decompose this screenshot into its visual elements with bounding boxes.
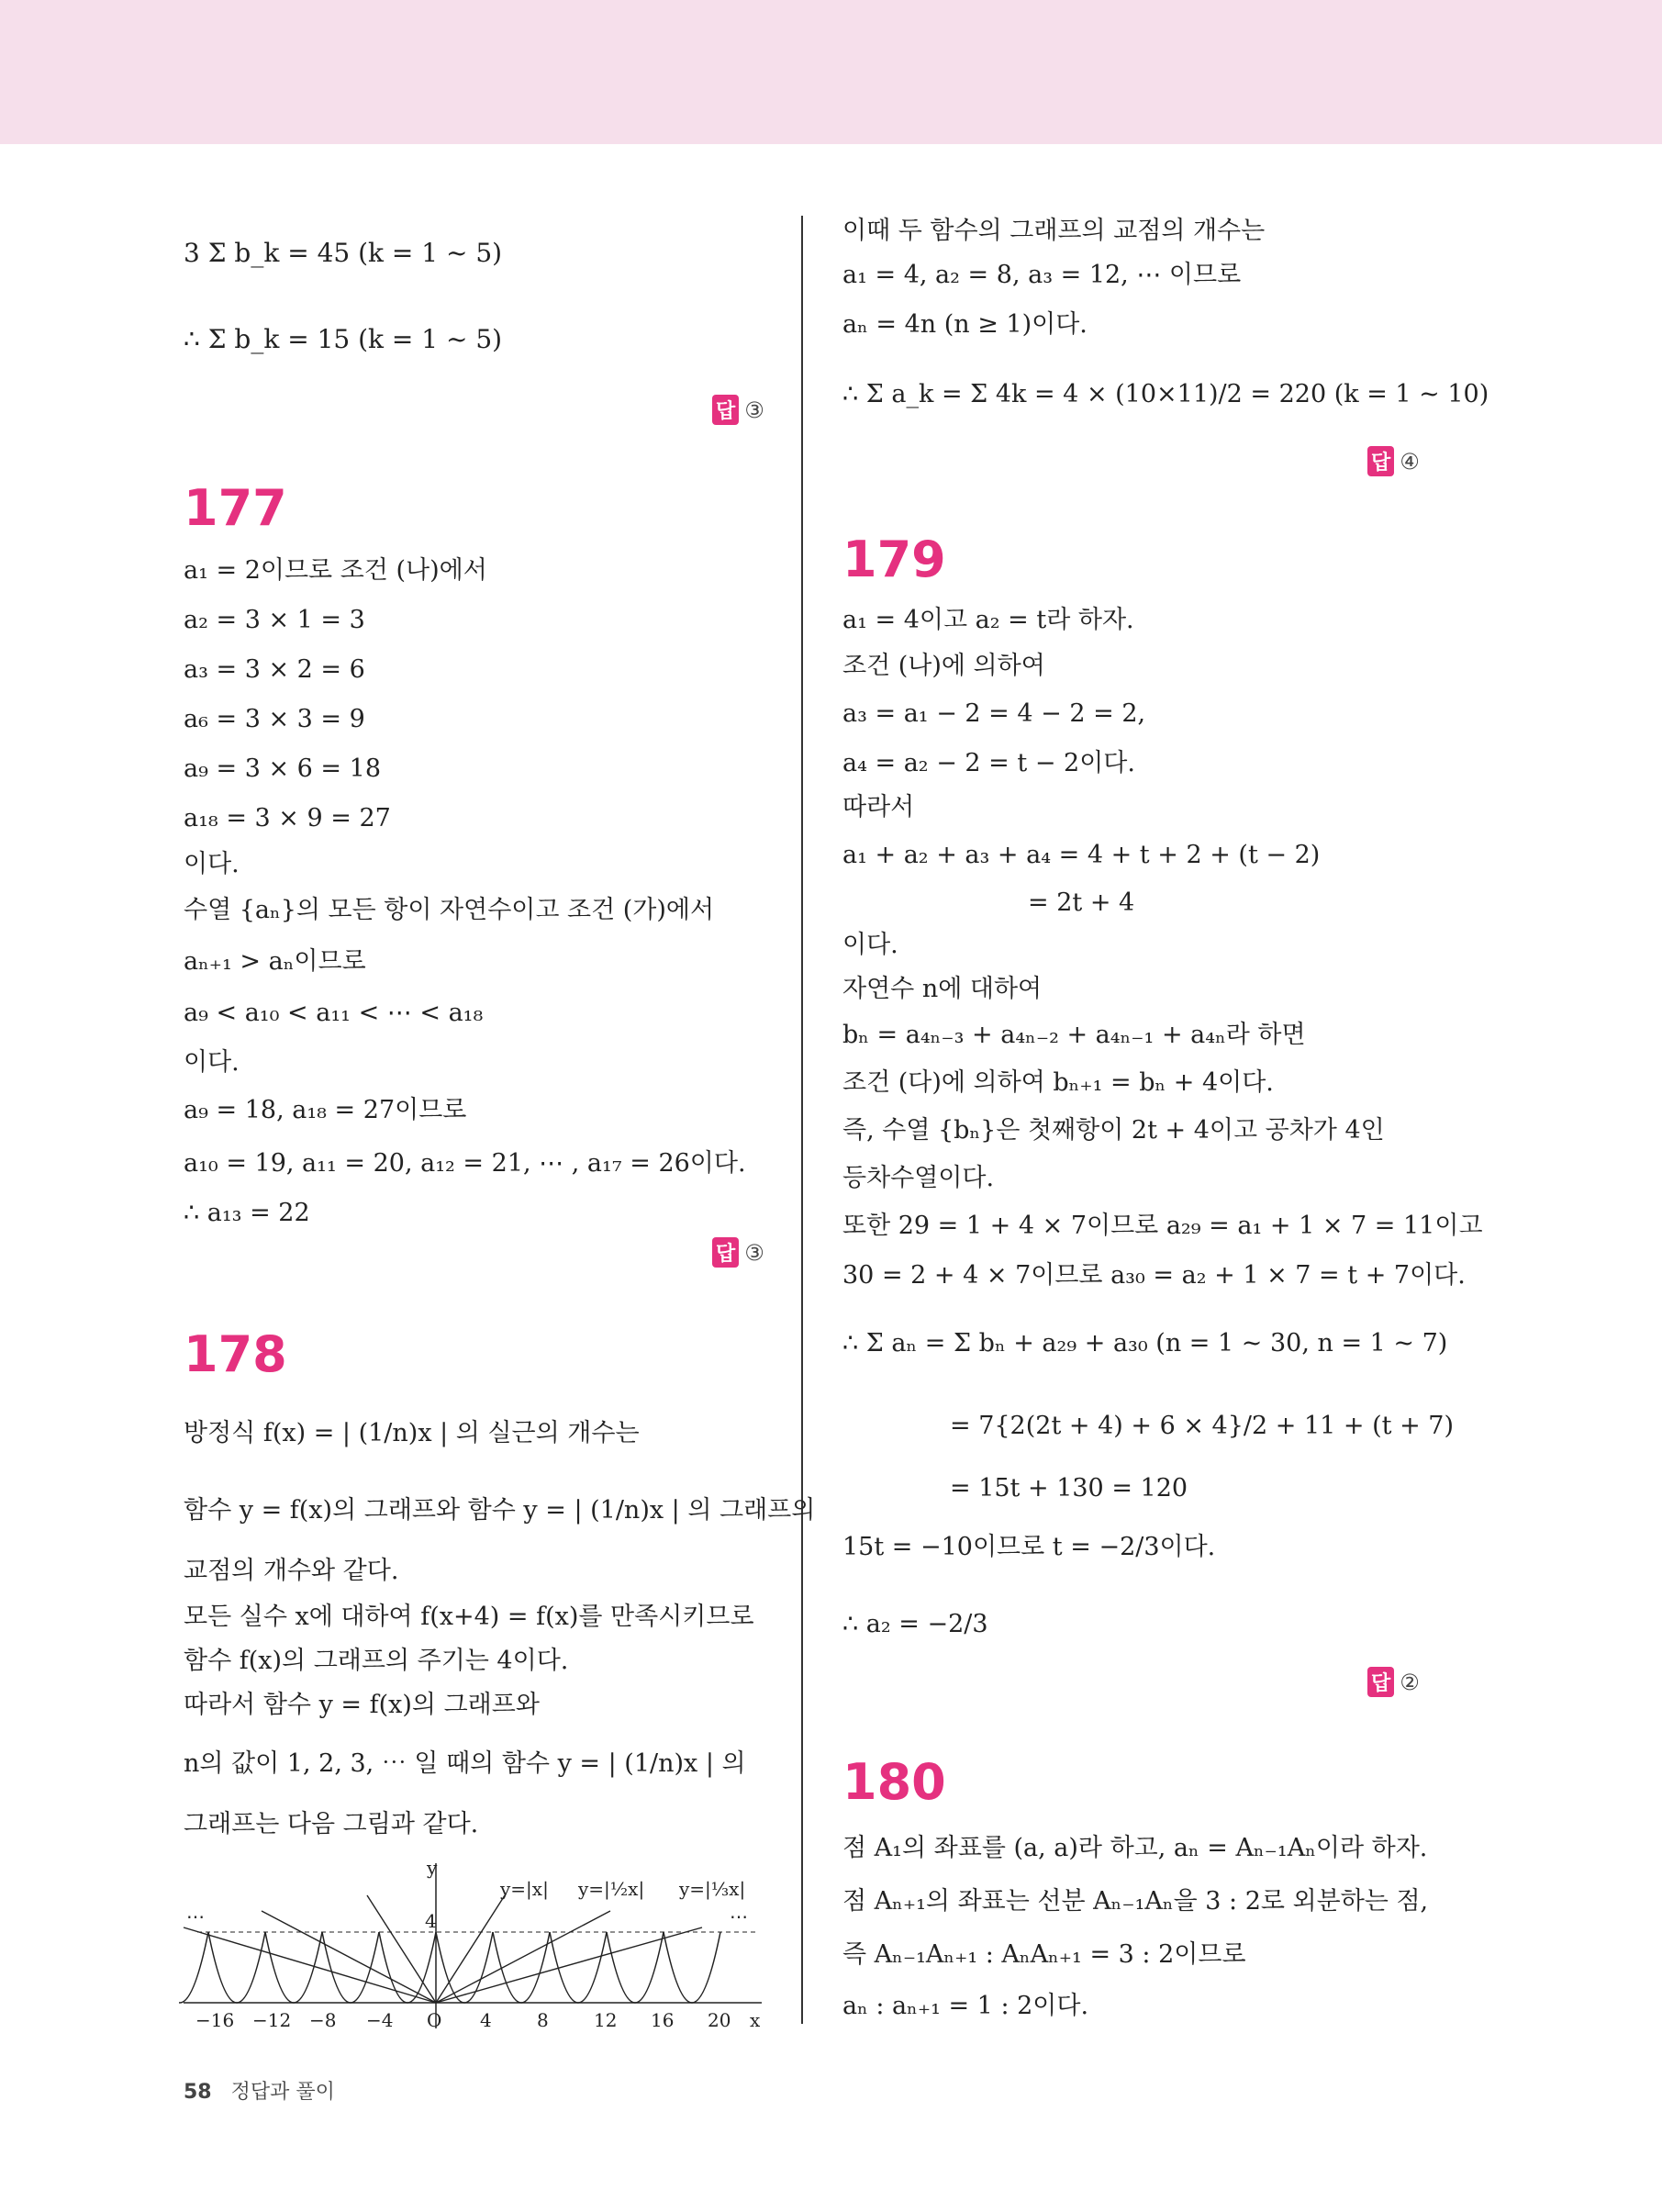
x-tick-label: 8 <box>537 2009 549 2031</box>
periodic-arc <box>664 1932 720 2003</box>
solution-line: a₂ = 3 × 1 = 3 <box>184 606 365 634</box>
answer-marker-179 <box>1367 1667 1420 1697</box>
solution-line: 이다. <box>184 1048 240 1077</box>
solution-line: aₙ₊₁ > aₙ이므로 <box>184 947 366 976</box>
page-footer <box>184 2076 335 2105</box>
answer-marker <box>712 395 764 425</box>
solution-line: a₉ < a₁₀ < a₁₁ < ⋯ < a₁₈ <box>184 999 484 1027</box>
solution-line: 30 = 2 + 4 × 7이므로 a₃₀ = a₂ + 1 × 7 = t + 7이다. <box>842 1261 1466 1290</box>
solution-line: a₉ = 3 × 6 = 18 <box>184 754 381 783</box>
solution-line: a₆ = 3 × 3 = 9 <box>184 705 365 733</box>
solution-line: 따라서 <box>842 793 915 821</box>
periodic-arc <box>607 1932 664 2003</box>
answer-marker-prev <box>1367 446 1420 476</box>
x-tick-label: 16 <box>651 2009 675 2031</box>
solution-line: 등차수열이다. <box>842 1164 995 1192</box>
footer-title: 정답과 풀이 <box>230 2081 335 2104</box>
solution-line: 함수 y = f(x)의 그래프와 함수 y = | (1/n)x | 의 그래프의 <box>184 1496 816 1525</box>
x-axis-label: x <box>750 2009 761 2031</box>
x-tick-label: 12 <box>594 2009 618 2031</box>
solution-line: ∴ a₁₃ = 22 <box>184 1199 310 1227</box>
solution-line: a₉ = 18, a₁₈ = 27이므로 <box>184 1096 467 1124</box>
solution-line: ∴ Σ a_k = Σ 4k = 4 × (10×11)/2 = 220 (k = 1 ~ 10) <box>842 380 1489 408</box>
solution-line: 조건 (나)에 의하여 <box>842 652 1045 680</box>
solution-line: 즉 Aₙ₋₁Aₙ₊₁ : AₙAₙ₊₁ = 3 : 2이므로 <box>842 1940 1246 1969</box>
page-number: 58 <box>184 2081 212 2104</box>
sum-line-2: ∴ Σ b_k = 15 (k = 1 ~ 5) <box>184 324 503 354</box>
solution-line: = 7{2(2t + 4) + 6 × 4}/2 + 11 + (t + 7) <box>950 1412 1455 1440</box>
periodic-arc <box>436 1932 493 2003</box>
solution-line: 15t = −10이므로 t = −2/3이다. <box>842 1533 1216 1561</box>
x-tick-label: −12 <box>252 2009 292 2031</box>
answer-tag-icon: 답 <box>712 395 739 425</box>
answer-value: ③ <box>744 397 764 423</box>
solution-line: 방정식 f(x) = | (1/n)x | 의 실근의 개수는 <box>184 1419 640 1447</box>
answer-value: ④ <box>1400 448 1420 475</box>
dots-left: ⋯ <box>186 1905 205 1927</box>
solution-line: 이다. <box>184 850 240 878</box>
solution-line: = 2t + 4 <box>1028 888 1135 917</box>
solution-line: a₄ = a₂ − 2 = t − 2이다. <box>842 749 1135 777</box>
periodic-arc <box>265 1932 322 2003</box>
answer-value: ③ <box>744 1239 764 1266</box>
x-tick-label: −8 <box>309 2009 337 2031</box>
solution-line: 점 A₁의 좌표를 (a, a)라 하고, aₙ = Aₙ₋₁Aₙ이라 하자. <box>842 1834 1428 1862</box>
answer-value: ② <box>1400 1669 1420 1695</box>
label-abs-x: y=|x| <box>500 1878 549 1900</box>
x-tick-label: −4 <box>366 2009 394 2031</box>
x-tick-label: O <box>427 2009 442 2031</box>
solution-line: ∴ Σ aₙ = Σ bₙ + a₂₉ + a₃₀ (n = 1 ~ 30, n = 1 ~ 7) <box>842 1329 1448 1357</box>
solution-line: a₃ = a₁ − 2 = 4 − 2 = 2, <box>842 699 1146 728</box>
graph-178 <box>179 1854 766 2033</box>
solution-line: a₁ = 2이므로 조건 (나)에서 <box>184 556 487 585</box>
solution-line: bₙ = a₄ₙ₋₃ + a₄ₙ₋₂ + a₄ₙ₋₁ + a₄ₙ라 하면 <box>842 1021 1306 1049</box>
solution-line: ∴ a₂ = −2/3 <box>842 1610 988 1638</box>
solution-line: a₁₀ = 19, a₁₁ = 20, a₁₂ = 21, ⋯ , a₁₇ = 26이다. <box>184 1149 746 1178</box>
solution-line: aₙ : aₙ₊₁ = 1 : 2이다. <box>842 1992 1089 2020</box>
solution-line: a₁ = 4, a₂ = 8, a₃ = 12, ⋯ 이므로 <box>842 261 1242 289</box>
periodic-arc <box>550 1932 607 2003</box>
problem-number-180: 180 <box>842 1753 946 1811</box>
periodic-arc <box>379 1932 436 2003</box>
answer-marker-177 <box>712 1237 764 1268</box>
problem-number-178: 178 <box>184 1325 287 1383</box>
header-banner <box>0 0 1662 144</box>
problem-number-177: 177 <box>184 479 287 537</box>
problem-number-179: 179 <box>842 531 946 588</box>
periodic-arc <box>179 1932 208 2003</box>
x-tick-label: −16 <box>195 2009 235 2031</box>
solution-line: 자연수 n에 대하여 <box>842 975 1043 1003</box>
solution-line: 이다. <box>842 931 898 959</box>
solution-line: 교점의 개수와 같다. <box>184 1557 399 1585</box>
solution-line: 수열 {aₙ}의 모든 항이 자연수이고 조건 (가)에서 <box>184 896 715 924</box>
periodic-arc <box>322 1932 379 2003</box>
x-tick-label: 4 <box>480 2009 492 2031</box>
solution-line: 이때 두 함수의 그래프의 교점의 개수는 <box>842 217 1266 245</box>
solution-line: 즉, 수열 {bₙ}은 첫째항이 2t + 4이고 공차가 4인 <box>842 1116 1385 1145</box>
label-third-x: y=|⅓x| <box>679 1878 746 1900</box>
solution-line: n의 값이 1, 2, 3, ⋯ 일 때의 함수 y = | (1/n)x | 의 <box>184 1749 746 1778</box>
solution-line: 그래프는 다음 그림과 같다. <box>184 1810 479 1838</box>
solution-line: 함수 f(x)의 그래프의 주기는 4이다. <box>184 1647 569 1675</box>
solution-line: 조건 (다)에 의하여 bₙ₊₁ = bₙ + 4이다. <box>842 1068 1274 1097</box>
periodic-arc <box>208 1932 265 2003</box>
dots-right: ⋯ <box>730 1905 748 1927</box>
solution-line: a₁ + a₂ + a₃ + a₄ = 4 + t + 2 + (t − 2) <box>842 841 1321 869</box>
answer-tag-icon: 답 <box>1367 446 1394 476</box>
sum-line-1: 3 Σ b_k = 45 (k = 1 ~ 5) <box>184 238 503 268</box>
column-divider <box>801 216 803 2024</box>
solution-line: 점 Aₙ₊₁의 좌표는 선분 Aₙ₋₁Aₙ을 3 : 2로 외분하는 점, <box>842 1887 1429 1916</box>
solution-line: 모든 실수 x에 대하여 f(x+4) = f(x)를 만족시키므로 <box>184 1603 754 1631</box>
solution-line: a₁ = 4이고 a₂ = t라 하자. <box>842 606 1134 634</box>
solution-line: 따라서 함수 y = f(x)의 그래프와 <box>184 1691 540 1719</box>
solution-line: aₙ = 4n (n ≥ 1)이다. <box>842 310 1088 339</box>
y-axis-label: y <box>427 1857 438 1879</box>
y4-label: 4 <box>425 1910 437 1932</box>
solution-line: a₁₈ = 3 × 9 = 27 <box>184 804 391 832</box>
solution-line: = 15t + 130 = 120 <box>950 1474 1188 1503</box>
solution-line: a₃ = 3 × 2 = 6 <box>184 655 365 684</box>
solution-line: 또한 29 = 1 + 4 × 7이므로 a₂₉ = a₁ + 1 × 7 = 11이고 <box>842 1212 1483 1240</box>
x-tick-label: 20 <box>708 2009 731 2031</box>
answer-tag-icon: 답 <box>712 1237 739 1268</box>
label-half-x: y=|½x| <box>578 1878 645 1900</box>
periodic-arc <box>493 1932 550 2003</box>
answer-tag-icon: 답 <box>1367 1667 1394 1697</box>
